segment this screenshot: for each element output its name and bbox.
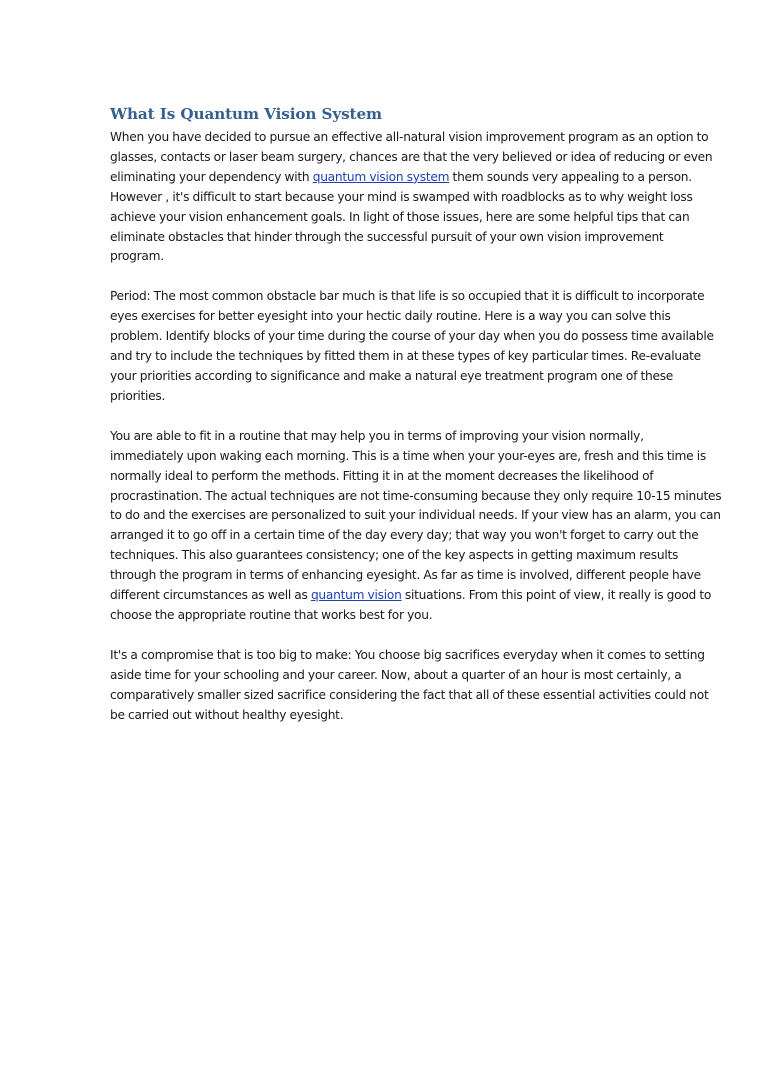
text-line: priorities. [110, 388, 166, 403]
text-line: be carried out without healthy eyesight. [110, 707, 344, 722]
text-line: glasses, contacts or laser beam surgery, chances are that the very believed or idea of reducing or even [110, 149, 713, 164]
text-segment: them sounds very appealing to a person. [449, 169, 692, 184]
text-line [110, 586, 720, 606]
text-line: arranged it to go off in a certain time of the day every day; that way you won't forget to carry out the [110, 528, 699, 543]
text-segment: eliminating your dependency with [110, 169, 313, 184]
text-line: comparatively smaller sized sacrifice considering the fact that all of these essential activities could not [110, 687, 709, 702]
text-line: It's a compromise that is too big to make: You choose big sacrifices everyday when it comes to setting [110, 647, 705, 662]
article-title: What Is Quantum Vision System [110, 105, 383, 123]
text-segment: different circumstances as well as [110, 588, 311, 603]
text-line: normally ideal to perform the methods. Fitting it in at the moment decreases the likelihood of [110, 468, 654, 483]
text-line: choose the appropriate routine that works best for you. [110, 607, 433, 622]
quantum-vision-link[interactable]: quantum vision [310, 588, 402, 603]
text-line: Period: The most common obstacle bar much is that life is so occupied that it is difficult to incorporate [110, 289, 705, 304]
text-line: problem. Identify blocks of your time during the course of your day when you do possess time available [110, 329, 714, 344]
paragraph-compromise [110, 646, 720, 726]
text-line: program. [110, 249, 164, 264]
text-line: When you have decided to pursue an effective all-natural vision improvement program as an option to [110, 130, 709, 144]
text-line: However , it's difficult to start because your mind is swamped with roadblocks as to why weight loss [110, 189, 693, 204]
text-line: You are able to fit in a routine that may help you in terms of improving your vision normally, [110, 428, 644, 443]
text-line: your priorities according to significance and make a natural eye treatment program one of these [110, 368, 674, 383]
text-line: eyes exercises for better eyesight into your hectic daily routine. Here is a way you can solve this [110, 309, 671, 324]
quantum-vision-system-link[interactable]: quantum vision system [312, 169, 450, 184]
text-line: aside time for your schooling and your career. Now, about a quarter of an hour is most certainly, a [110, 667, 682, 682]
text-line: techniques. This also guarantees consistency; one of the key aspects in getting maximum results [110, 548, 679, 563]
text-line: procrastination. The actual techniques are not time-consuming because they only require 10-15 minutes [110, 488, 722, 503]
text-line: through the program in terms of enhancing eyesight. As far as time is involved, different people have [110, 568, 701, 583]
text-line: to do and the exercises are personalized to suit your individual needs. If your view has an alarm, you can [110, 508, 721, 523]
article-body [110, 104, 720, 745]
text-segment: situations. From this point of view, it really is good to [401, 588, 712, 603]
text-line: achieve your vision enhancement goals. In light of those issues, here are some helpful tips that can [110, 209, 690, 224]
text-line [110, 168, 720, 188]
text-line: eliminate obstacles that hinder through the successful pursuit of your own vision improvement [110, 229, 664, 244]
paragraph-routine [110, 427, 720, 626]
paragraph-period [110, 287, 720, 406]
text-line: immediately upon waking each morning. This is a time when your your-eyes are, fresh and this time is [110, 448, 706, 463]
paragraph-intro [110, 128, 720, 267]
text-line: and try to include the techniques by fitted them in at these types of key particular times. Re-evaluate [110, 349, 701, 364]
